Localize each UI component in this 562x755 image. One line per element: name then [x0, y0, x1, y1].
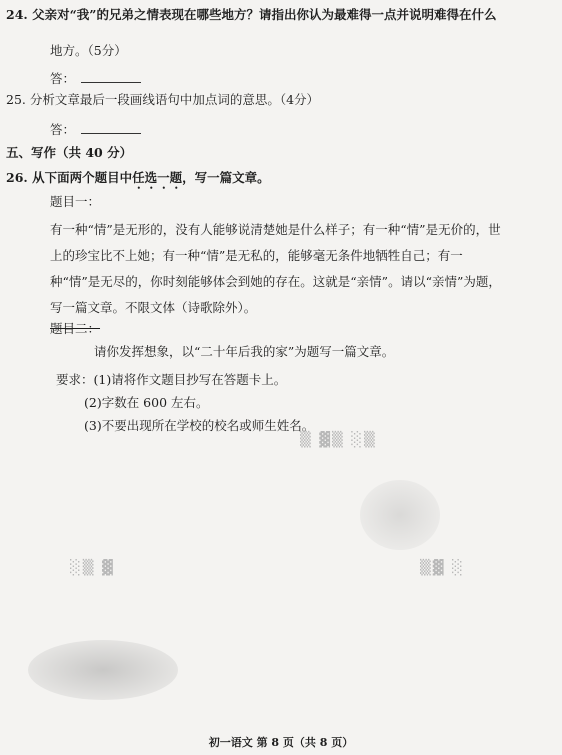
answer-blank: [81, 133, 141, 134]
scan-smudge: [360, 480, 440, 550]
requirement-2: (2)字数在 600 左右。: [84, 395, 209, 410]
question-25: 25. 分析文章最后一段画线语句中加点词的意思。（4分）: [6, 92, 320, 107]
topic-two-prompt: 请你发挥想象，以“二十年后我的家”为题写一篇文章。: [94, 344, 395, 359]
bleed-through-text: ▒▓ ░: [420, 560, 465, 576]
question-24: 24. 父亲对“我”的兄弟之情表现在哪些地方？请指出你认为最难得一点并说明难得在什么: [6, 7, 497, 22]
question-24-continued: 地方。（5分）: [50, 43, 127, 58]
requirement-3: (3)不要出现所在学校的校名或师生姓名。: [84, 418, 315, 433]
requirement-1: 要求：(1)请将作文题目抄写在答题卡上。: [56, 372, 287, 387]
question-26-suffix: ，写一篇文章。: [182, 170, 270, 185]
answer-24: [50, 71, 141, 87]
topic-one-label: 题目一：: [50, 194, 101, 209]
answer-label: 答：: [50, 122, 76, 137]
section-five-heading: 五、写作（共 40 分）: [6, 145, 133, 160]
bleed-through-text: ░▒ ▓: [70, 560, 115, 576]
question-26: [6, 170, 270, 192]
answer-25: [50, 122, 141, 138]
answer-label: 答：: [50, 71, 76, 86]
question-26-emphasis: 任选一题: [132, 170, 183, 185]
topic-one-prompt: 有一种“情”是无形的，没有人能够说清楚她是什么样子；有一种“情”是无价的，世上的珍宝比不上她；有一种“情”是无私的，能够毫无条件地牺牲自己；有一种“情”是无尽的，你时刻能够体会到她的存在。这就是“亲情”。请以“亲情”为题，写一篇文章。不限文体（诗歌除外）。: [50, 222, 501, 315]
answer-blank: [81, 82, 141, 83]
page-footer: 初一语文 第 8 页（共 8 页）: [208, 736, 354, 749]
topic-two-label: 题目二：: [50, 321, 101, 336]
scan-smudge: [28, 640, 178, 700]
bleed-through-text: ▒ ▓▒ ░▒: [300, 432, 377, 448]
question-26-prefix: 26. 从下面两个题目中: [6, 170, 133, 185]
